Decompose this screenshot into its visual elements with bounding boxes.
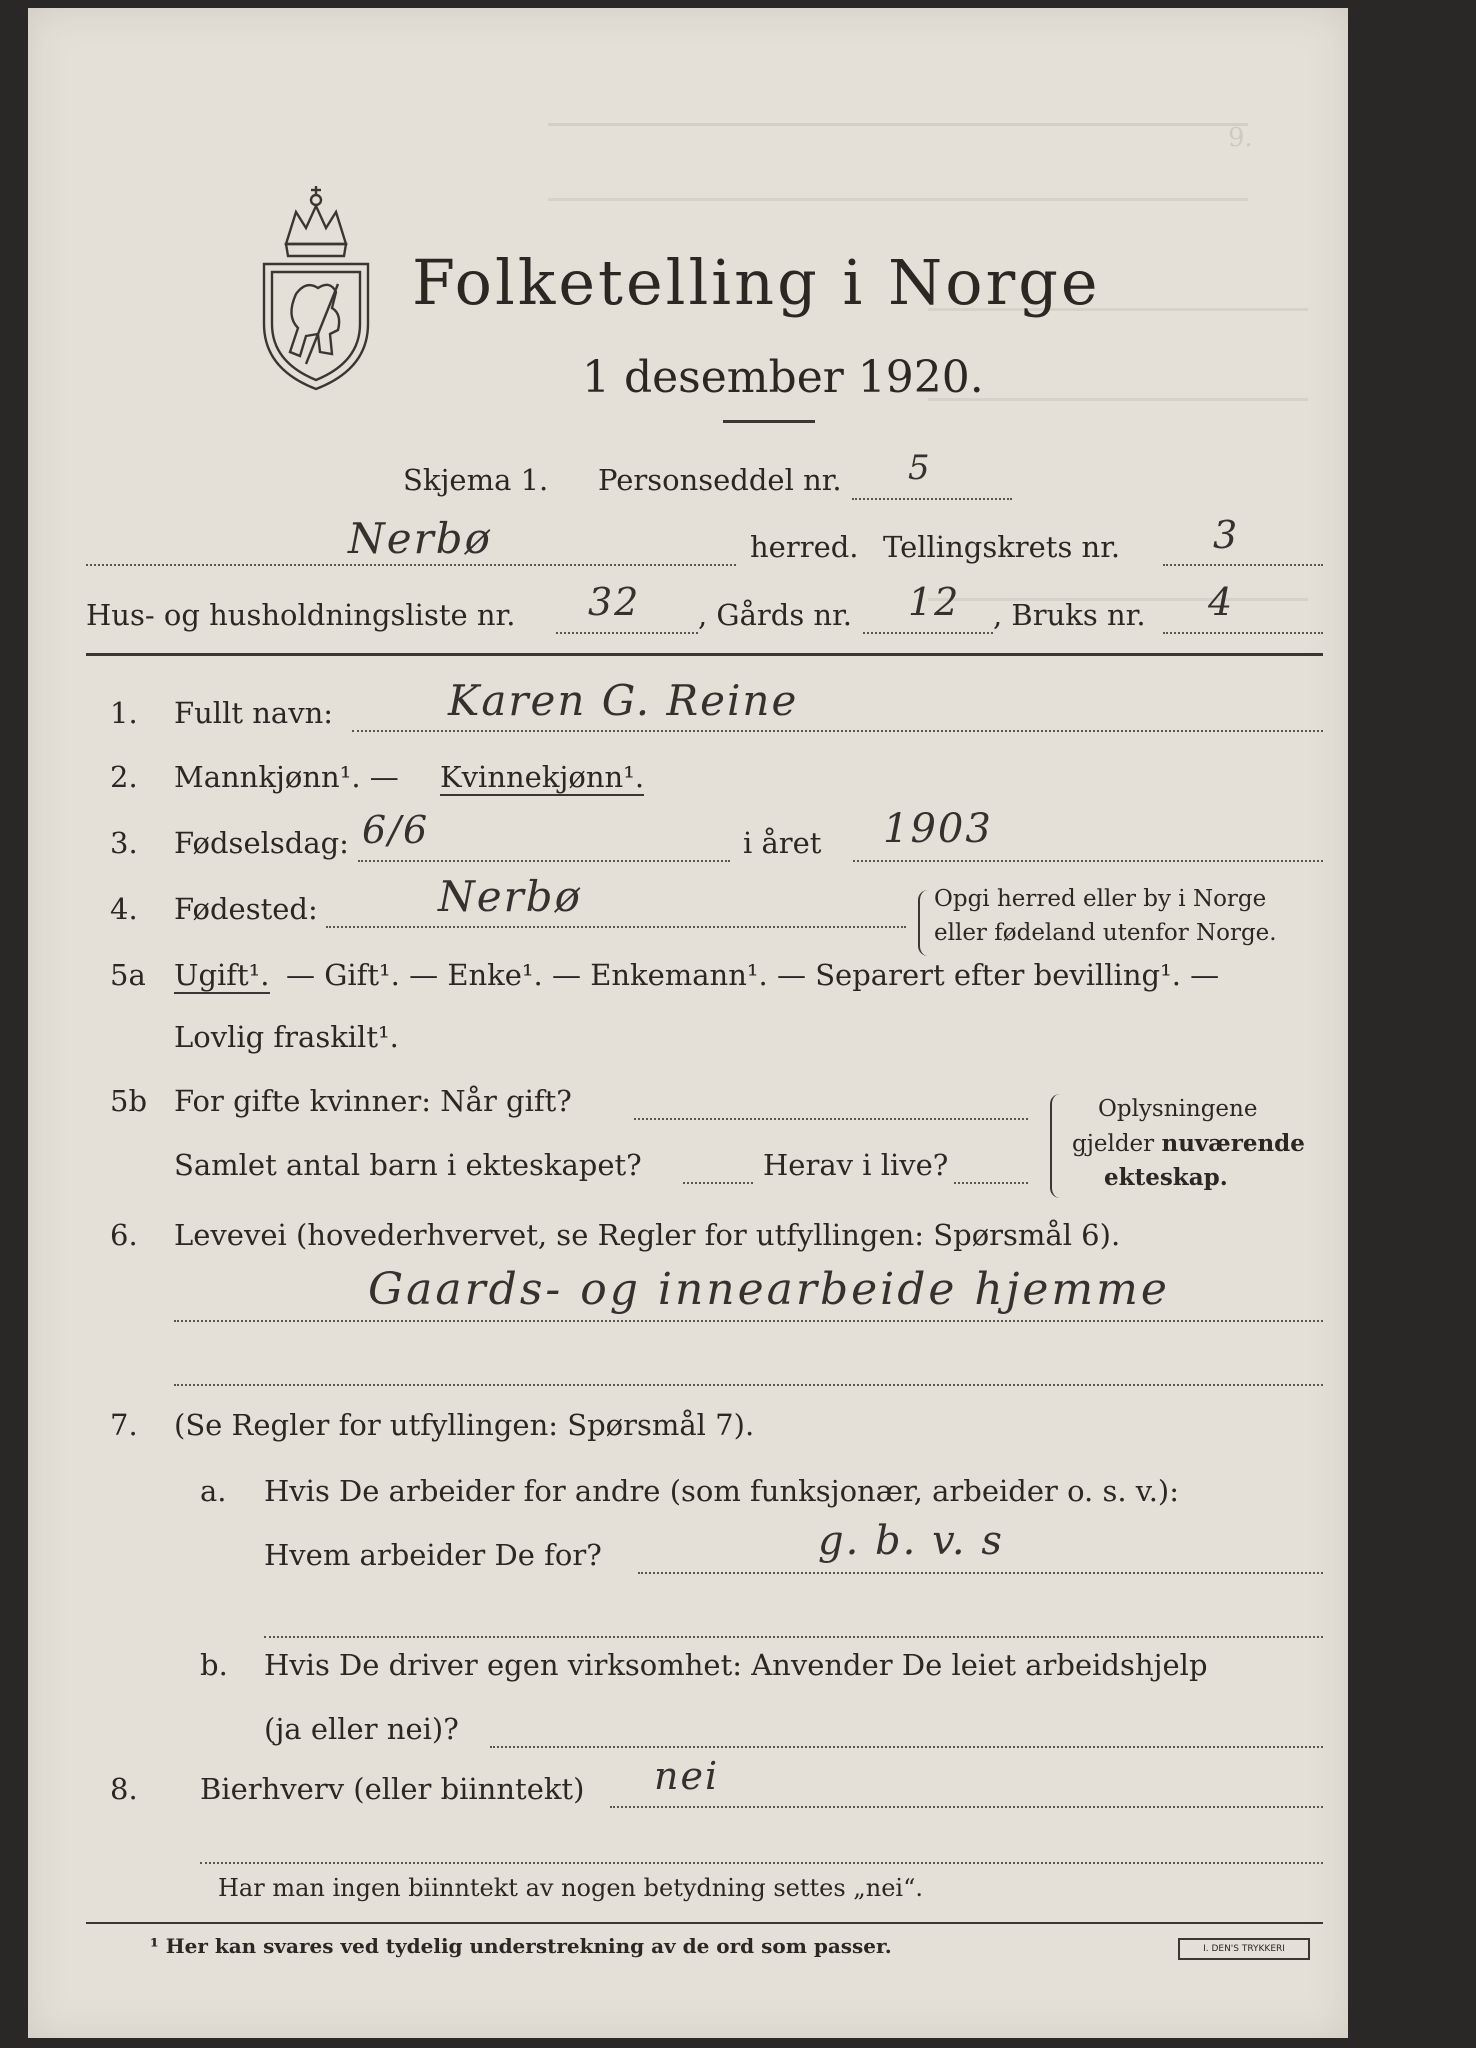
q5b-antal-barn-label: Samlet antal barn i ekteskapet?: [174, 1148, 642, 1182]
bleed-through-line: [928, 398, 1308, 401]
q8-bierhverv-label: Bierhverv (eller biinntekt): [200, 1772, 585, 1806]
q6-answer-line1: [174, 1320, 1323, 1322]
personseddel-label: Personseddel nr.: [598, 463, 842, 497]
q5b-note-line2: [1072, 1130, 1305, 1157]
herred-line: [86, 564, 736, 566]
q3-year-label: i året: [743, 826, 822, 860]
q7a-letter: a.: [200, 1474, 227, 1508]
q7b-ja-eller-nei-label: (ja eller nei)?: [264, 1712, 459, 1746]
bleed-through-line: [548, 123, 1248, 126]
q5b-antal-barn-line: [683, 1182, 753, 1184]
q6-answer-line2: [174, 1384, 1323, 1386]
tellingskrets-value[interactable]: 3: [1213, 513, 1240, 557]
q6-levevei-value[interactable]: Gaards- og innearbeide hjemme: [368, 1264, 1170, 1315]
q5b-note-gjelder: gjelder: [1072, 1131, 1155, 1157]
footer-divider: [86, 1922, 1323, 1924]
q4-note-line2: eller fødeland utenfor Norge.: [934, 920, 1277, 946]
q5a-number: 5a: [110, 958, 146, 992]
gards-line: [863, 632, 993, 634]
herred-value[interactable]: Nerbø: [348, 514, 492, 563]
bruks-label: , Bruks nr.: [993, 598, 1146, 632]
q7a-answer-line2: [264, 1636, 1323, 1638]
q2-kvinnekjonn-option[interactable]: Kvinnekjønn¹.: [440, 760, 645, 794]
norwegian-coat-of-arms-icon: [246, 184, 386, 394]
q4-note-brace: [918, 890, 932, 956]
gards-value[interactable]: 12: [908, 580, 961, 624]
q1-number: 1.: [110, 696, 138, 730]
q3-fodselsdag-label: Fødselsdag:: [174, 826, 349, 860]
q6-number: 6.: [110, 1218, 138, 1252]
q5b-herav-i-live-label: Herav i live?: [763, 1148, 949, 1182]
gards-label: , Gårds nr.: [698, 598, 852, 632]
personseddel-line: [852, 498, 1012, 500]
census-form-sheet: [28, 8, 1476, 2038]
q5a-ugift-option[interactable]: Ugift¹.: [174, 958, 270, 992]
bleed-through-text: 9.: [1228, 123, 1476, 153]
census-date: 1 desember 1920.: [582, 352, 984, 403]
q3-year-value[interactable]: 1903: [883, 806, 993, 852]
skjema-label: Skjema 1.: [403, 463, 549, 497]
q8-answer-line1: [610, 1806, 1323, 1808]
q5a-civil-status-options[interactable]: — Gift¹. — Enke¹. — Enkemann¹. — Separert efter bevilling¹. —: [286, 958, 1220, 992]
q1-fullt-navn-value[interactable]: Karen G. Reine: [448, 676, 799, 725]
q7a-answer-line1: [638, 1572, 1323, 1574]
bleed-through-line: [548, 198, 1248, 201]
q5b-nar-gift-line: [634, 1118, 1028, 1120]
q7b-line1: Hvis De driver egen virksomhet: Anvender De leiet arbeidshjelp: [264, 1648, 1208, 1682]
tellingskrets-line: [1163, 564, 1323, 566]
footnote: ¹ Her kan svares ved tydelig understrekning av de ord som passer.: [150, 1934, 892, 1958]
header-divider: [86, 653, 1323, 656]
bruks-line: [1163, 632, 1323, 634]
q5b-note-line3: ekteskap.: [1104, 1164, 1228, 1191]
q5b-number: 5b: [110, 1084, 148, 1118]
q3-day-line: [358, 860, 730, 862]
q4-note-line1: Opgi herred eller by i Norge: [934, 886, 1267, 912]
husholdningsliste-line: [556, 632, 698, 634]
q5a-lovlig-fraskilt-option[interactable]: Lovlig fraskilt¹.: [174, 1020, 399, 1054]
q5b-note-nuvaerende: nuværende: [1161, 1130, 1305, 1157]
q8-number: 8.: [110, 1772, 138, 1806]
q3-number: 3.: [110, 826, 138, 860]
q4-fodested-value[interactable]: Nerbø: [438, 872, 582, 921]
tellingskrets-label: Tellingskrets nr.: [883, 530, 1121, 564]
q2-number: 2.: [110, 760, 138, 794]
form-title: Folketelling i Norge: [412, 246, 1101, 319]
q8-bierhverv-value[interactable]: nei: [654, 1754, 720, 1798]
bruks-value[interactable]: 4: [1208, 580, 1235, 624]
title-divider: [723, 420, 815, 423]
q8-answer-line2: [200, 1862, 1323, 1864]
q5b-note-brace: [1050, 1094, 1064, 1198]
q7b-answer-line: [490, 1746, 1323, 1748]
q7-label: (Se Regler for utfyllingen: Spørsmål 7).: [174, 1408, 755, 1442]
q4-line: [326, 926, 906, 928]
printer-stamp: I. DEN'S TRYKKERI: [1178, 1938, 1310, 1960]
husholdningsliste-label: Hus- og husholdningsliste nr.: [86, 598, 516, 632]
husholdningsliste-value[interactable]: 32: [588, 580, 641, 624]
q7a-hvem-label: Hvem arbeider De for?: [264, 1538, 602, 1572]
q3-fodselsdag-value[interactable]: 6/6: [362, 808, 430, 852]
q1-fullt-navn-label: Fullt navn:: [174, 696, 334, 730]
q2-mannkjonn-option[interactable]: Mannkjønn¹. —: [174, 760, 399, 794]
q8-note: Har man ingen biinntekt av nogen betydning settes „nei“.: [218, 1874, 923, 1902]
q7b-letter: b.: [200, 1648, 228, 1682]
q7-number: 7.: [110, 1408, 138, 1442]
q7a-line1: Hvis De arbeider for andre (som funksjonær, arbeider o. s. v.):: [264, 1474, 1180, 1508]
q4-number: 4.: [110, 892, 138, 926]
q5b-nar-gift-label: For gifte kvinner: Når gift?: [174, 1084, 572, 1118]
q7a-hvem-value[interactable]: g. b. v. s: [818, 1518, 1004, 1564]
q1-line: [352, 730, 1323, 732]
q6-levevei-label: Levevei (hovederhvervet, se Regler for utfyllingen: Spørsmål 6).: [174, 1218, 1121, 1252]
q4-fodested-label: Fødested:: [174, 892, 318, 926]
q3-year-line: [853, 860, 1323, 862]
personseddel-value[interactable]: 5: [908, 448, 932, 488]
herred-label: herred.: [750, 530, 859, 564]
q5b-herav-i-live-line: [954, 1182, 1028, 1184]
q5b-note-line1: Oplysningene: [1098, 1096, 1258, 1122]
